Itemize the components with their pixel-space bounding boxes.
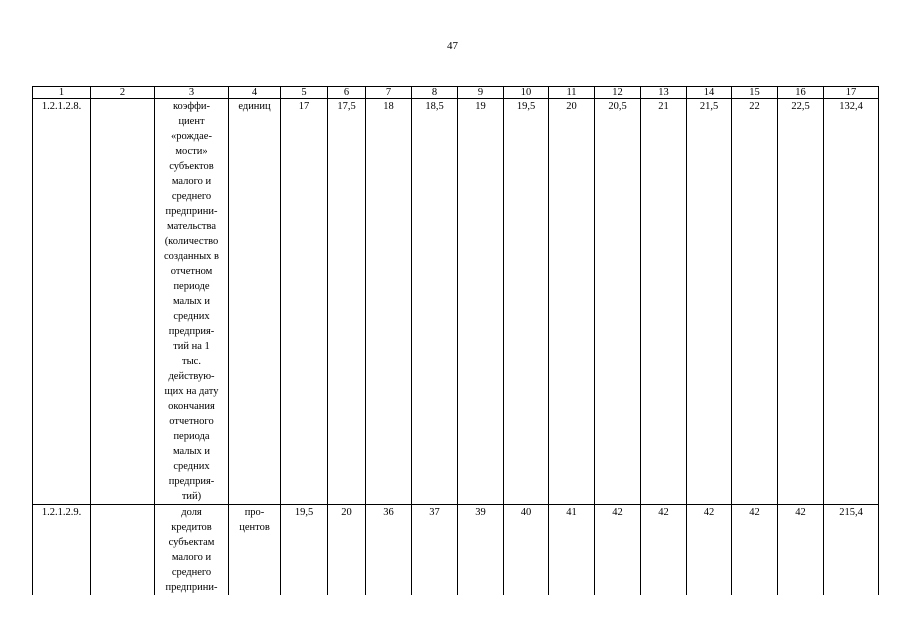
value-cell: 41: [549, 505, 595, 596]
table-row: [33, 505, 879, 596]
value-cell: 20: [328, 505, 366, 596]
value-cell: 39: [458, 505, 504, 596]
header-cell: 4: [229, 87, 281, 99]
value-cell: 17,5: [328, 99, 366, 505]
header-cell: 14: [687, 87, 732, 99]
table-header-row: [33, 87, 879, 99]
header-cell: 2: [91, 87, 155, 99]
value-cell: 20: [549, 99, 595, 505]
value-cell: 18: [366, 99, 412, 505]
value-cell: 17: [281, 99, 328, 505]
value-cell: 21: [641, 99, 687, 505]
row-col2: [91, 99, 155, 505]
header-cell: 12: [595, 87, 641, 99]
header-cell: 17: [824, 87, 879, 99]
header-cell: 16: [778, 87, 824, 99]
value-cell: 20,5: [595, 99, 641, 505]
header-cell: 11: [549, 87, 595, 99]
header-cell: 1: [33, 87, 91, 99]
value-cell: 37: [412, 505, 458, 596]
row-code: 1.2.1.2.8.: [33, 99, 91, 505]
value-cell: 42: [732, 505, 778, 596]
value-cell: 42: [687, 505, 732, 596]
value-cell: 42: [641, 505, 687, 596]
header-cell: 8: [412, 87, 458, 99]
header-cell: 5: [281, 87, 328, 99]
header-cell: 7: [366, 87, 412, 99]
header-cell: 6: [328, 87, 366, 99]
header-cell: 10: [504, 87, 549, 99]
value-cell: 21,5: [687, 99, 732, 505]
row-unit: единиц: [229, 99, 281, 505]
value-cell: 215,4: [824, 505, 879, 596]
row-code: 1.2.1.2.9.: [33, 505, 91, 596]
value-cell: 19,5: [504, 99, 549, 505]
value-cell: 42: [595, 505, 641, 596]
value-cell: 18,5: [412, 99, 458, 505]
row-unit: про- центов: [229, 505, 281, 596]
value-cell: 22,5: [778, 99, 824, 505]
value-cell: 19,5: [281, 505, 328, 596]
row-col2: [91, 505, 155, 596]
value-cell: 22: [732, 99, 778, 505]
value-cell: 132,4: [824, 99, 879, 505]
header-cell: 9: [458, 87, 504, 99]
indicators-table: [32, 86, 879, 595]
header-cell: 15: [732, 87, 778, 99]
header-cell: 13: [641, 87, 687, 99]
value-cell: 19: [458, 99, 504, 505]
value-cell: 36: [366, 505, 412, 596]
table-row: [33, 99, 879, 505]
row-name: доля кредитов субъектам малого и среднего предприни-: [155, 505, 229, 596]
row-name: коэффи- циент «рождае- мости» субъектов малого и среднего предприни- мательства (количество созданных в отчетном периоде малых и средних предприя- тий на 1 тыс. действую- щих на дату окончания отчетного периода малых и средних предприя- тий): [155, 99, 229, 505]
header-cell: 3: [155, 87, 229, 99]
page-number: 47: [447, 40, 458, 52]
value-cell: 42: [778, 505, 824, 596]
value-cell: 40: [504, 505, 549, 596]
